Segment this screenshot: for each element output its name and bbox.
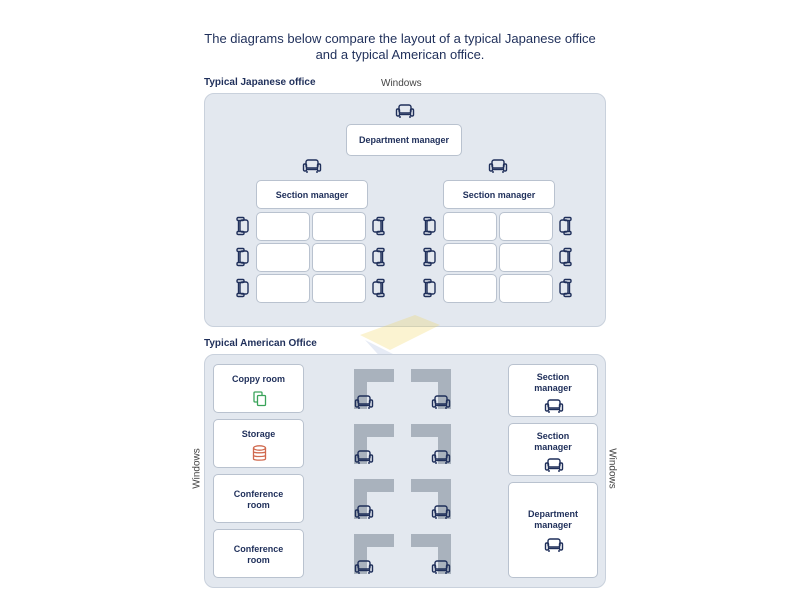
section-manager-label: Section manager xyxy=(534,372,572,393)
american-section-manager-2 xyxy=(508,423,598,476)
american-windows-right-label: Windows xyxy=(606,448,618,489)
japanese-office-label: Typical Japanese office xyxy=(204,77,316,88)
chair-icon xyxy=(558,247,574,267)
copy-icon xyxy=(253,391,267,407)
chair-icon xyxy=(371,216,387,236)
chair-icon xyxy=(421,216,437,236)
chair-icon xyxy=(421,247,437,267)
conference-room-label: Conference room xyxy=(233,489,284,510)
american-windows-left-label: Windows xyxy=(191,448,203,489)
desk xyxy=(256,212,310,241)
chair-icon xyxy=(431,394,451,410)
storage-room xyxy=(213,419,304,468)
american-office-label: Typical American Office xyxy=(204,338,317,349)
chair-icon xyxy=(488,158,508,174)
storage-room-label: Storage xyxy=(241,429,276,439)
title-line-2: and a typical American office. xyxy=(315,47,485,62)
chair-icon xyxy=(371,247,387,267)
section-manager-label: Section manager xyxy=(462,189,536,200)
chair-icon xyxy=(431,449,451,465)
japanese-windows-label: Windows xyxy=(381,78,422,89)
chair-icon xyxy=(371,278,387,298)
chair-icon xyxy=(354,394,374,410)
department-manager-label: Department manager xyxy=(527,509,578,530)
desk xyxy=(312,274,366,303)
conference-room-1 xyxy=(213,474,304,523)
american-department-manager xyxy=(508,482,598,578)
conference-room-2 xyxy=(213,529,304,578)
japanese-section-manager-left xyxy=(256,180,368,209)
desk xyxy=(499,243,553,272)
japanese-department-manager-label: Department manager xyxy=(358,135,450,145)
section-manager-label: Section manager xyxy=(534,431,572,452)
title-line-1: The diagrams below compare the layout of a typical Japanese office xyxy=(204,31,596,46)
chair-icon xyxy=(558,278,574,298)
chair-icon xyxy=(234,278,250,298)
desk xyxy=(312,212,366,241)
conference-room-label: Conference room xyxy=(233,544,284,565)
chair-icon xyxy=(421,278,437,298)
desk xyxy=(499,212,553,241)
desk xyxy=(443,243,497,272)
section-manager-label: Section manager xyxy=(275,189,349,200)
copy-room-label: Coppy room xyxy=(232,374,285,384)
japanese-section-manager-right xyxy=(443,180,555,209)
chair-icon xyxy=(558,216,574,236)
chair-icon xyxy=(544,537,564,553)
chair-icon xyxy=(431,559,451,575)
desk xyxy=(256,274,310,303)
chair-icon xyxy=(395,103,415,119)
chair-icon xyxy=(544,457,564,473)
japanese-department-manager xyxy=(346,124,462,156)
desk xyxy=(256,243,310,272)
desk xyxy=(312,243,366,272)
copy-room xyxy=(213,364,304,413)
desk xyxy=(499,274,553,303)
chair-icon xyxy=(431,504,451,520)
chair-icon xyxy=(234,247,250,267)
chair-icon xyxy=(354,559,374,575)
american-section-manager-1 xyxy=(508,364,598,417)
desk xyxy=(443,274,497,303)
chair-icon xyxy=(544,398,564,414)
database-icon xyxy=(252,445,267,462)
chair-icon xyxy=(354,504,374,520)
chair-icon xyxy=(302,158,322,174)
diagram-title xyxy=(150,31,650,63)
chair-icon xyxy=(234,216,250,236)
desk xyxy=(443,212,497,241)
chair-icon xyxy=(354,449,374,465)
